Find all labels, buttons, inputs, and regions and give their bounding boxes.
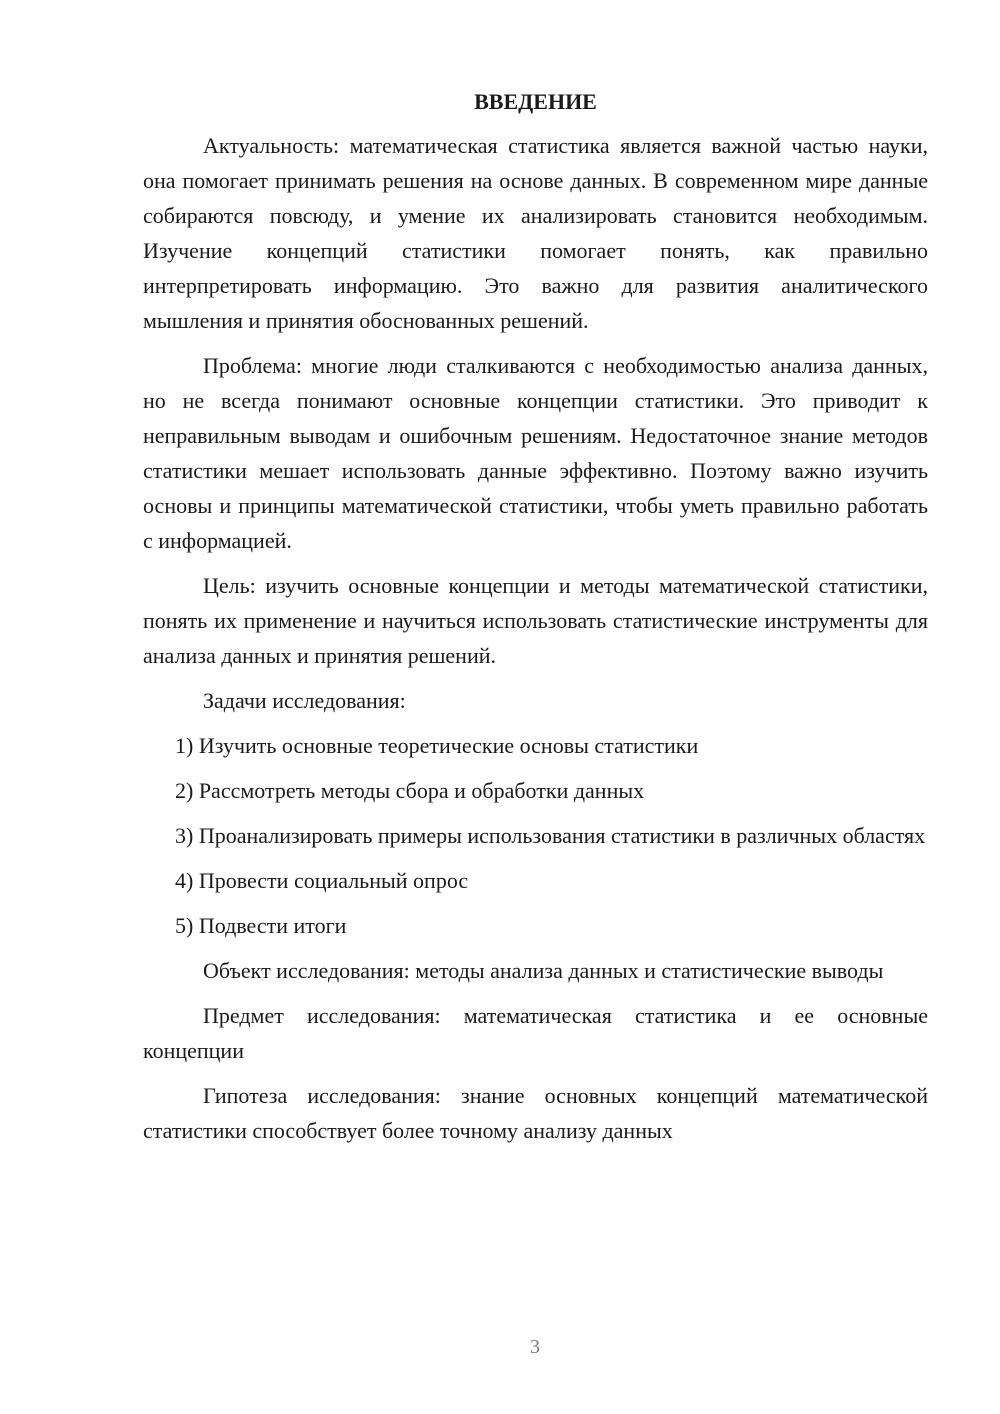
- task-item-3: 3) Проанализировать примеры использования статистики в различных областях: [175, 823, 926, 848]
- paragraph-tasks-title: Задачи исследования:: [203, 688, 406, 713]
- task-item-4: 4) Провести социальный опрос: [175, 868, 469, 893]
- paragraph-problem: Проблема: многие люди сталкиваются с необходимостью анализа данных, но не всегда понимают основные концепции статистики. Это приводит к неправильным выводам и ошибочным решениям. Недостаточное знание методов статистики мешает использовать данные эффективно. Поэтому важно изучить основы и принципы математической статистики, чтобы уметь правильно работать с информацией.: [143, 353, 928, 553]
- page-number: 3: [530, 1336, 540, 1358]
- document-page: [143, 88, 928, 1158]
- paragraph-goal: Цель: изучить основные концепции и методы математической статистики, понять их применение и научиться использовать статистические инструменты для анализа данных и принятия решений.: [143, 573, 928, 668]
- paragraph-subject: Предмет исследования: математическая статистика и ее основные концепции: [143, 1003, 928, 1063]
- section-heading: ВВЕДЕНИЕ: [474, 89, 597, 114]
- task-item-2: 2) Рассмотреть методы сбора и обработки данных: [175, 778, 645, 803]
- paragraph-relevance: Актуальность: математическая статистика является важной частью науки, она помогает принимать решения на основе данных. В современном мире данные собираются повсюду, и умение их анализировать становится необходимым. Изучение концепций статистики помогает понять, как правильно интерпретировать информацию. Это важно для развития аналитического мышления и принятия обоснованных решений.: [143, 133, 928, 333]
- task-item-5: 5) Подвести итоги: [175, 913, 347, 938]
- paragraph-object: Объект исследования: методы анализа данных и статистические выводы: [203, 958, 884, 983]
- paragraph-hypothesis: Гипотеза исследования: знание основных концепций математической статистики способствует более точному анализу данных: [143, 1083, 928, 1143]
- task-item-1: 1) Изучить основные теоретические основы статистики: [175, 733, 699, 758]
